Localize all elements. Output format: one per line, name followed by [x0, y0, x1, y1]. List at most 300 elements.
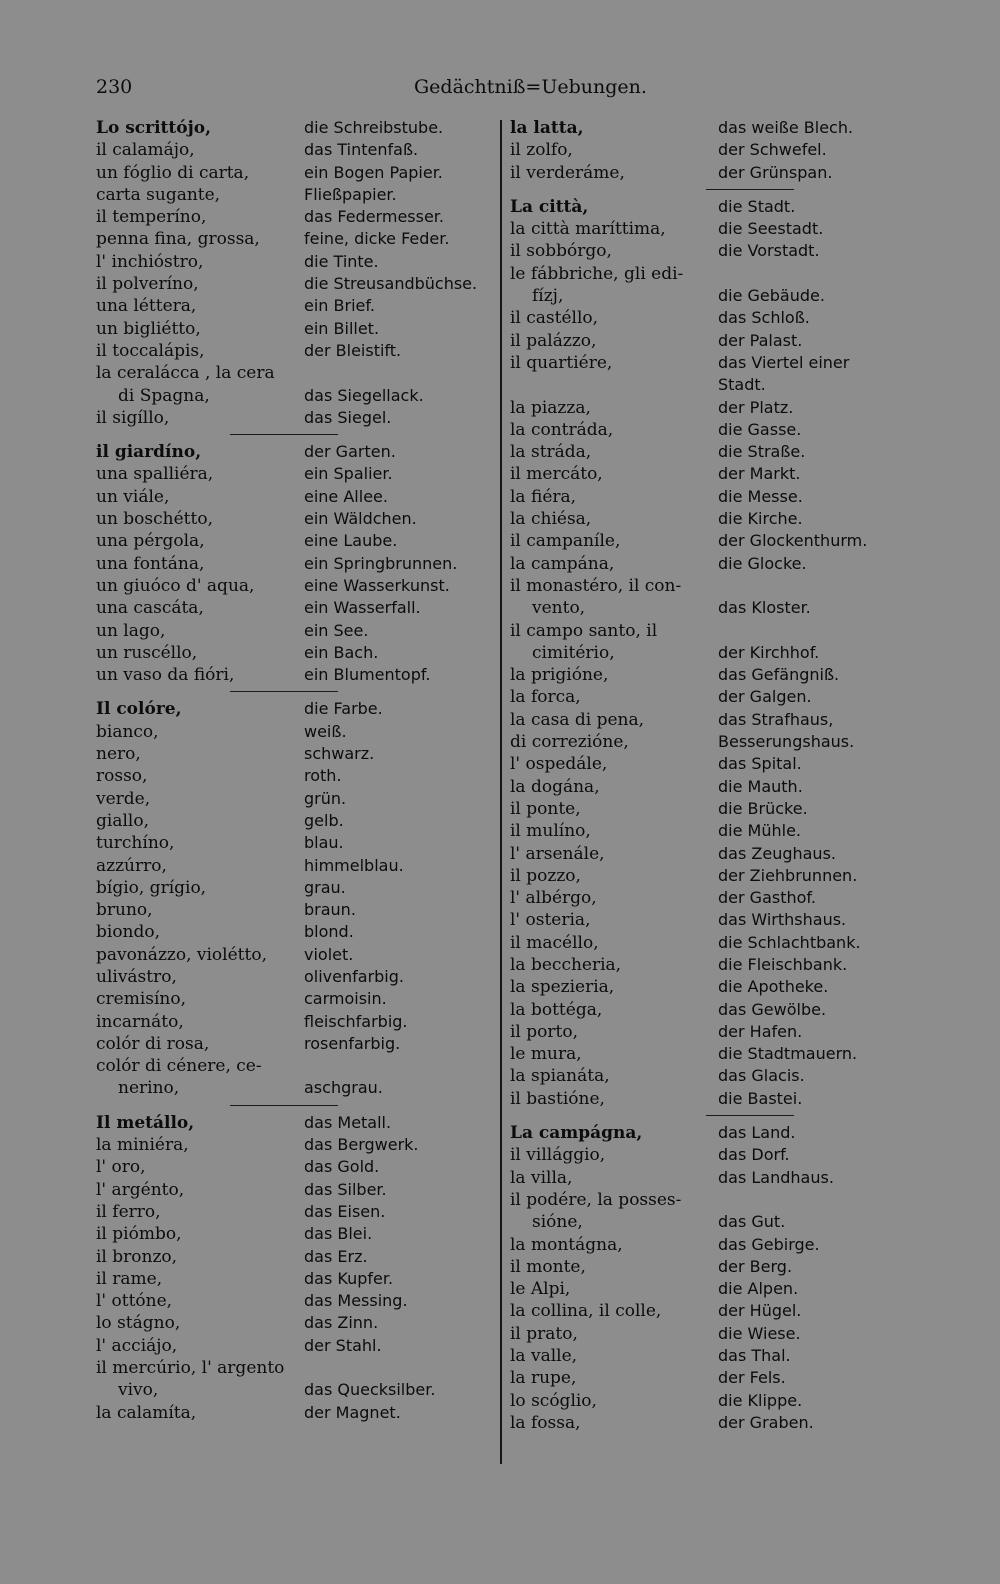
vocab-row: [96, 463, 496, 485]
german-translation: der Magnet.: [304, 1402, 401, 1422]
german-translation: die Bastei.: [718, 1088, 803, 1108]
italian-term: il sigíllo,: [96, 407, 170, 428]
italian-term: il temperíno,: [96, 207, 207, 228]
vocab-row: [510, 218, 900, 240]
vocab-row: [510, 419, 900, 441]
italian-term: rosso,: [96, 766, 148, 787]
vocab-row: [96, 184, 496, 206]
italian-term: colór di cénere, ce-: [96, 1056, 262, 1077]
vocab-row: [510, 664, 900, 686]
italian-term: La campágna,: [510, 1123, 643, 1144]
german-translation: das Metall.: [304, 1112, 392, 1132]
italian-term: verde,: [96, 788, 151, 809]
italian-term: il zolfo,: [510, 140, 573, 161]
german-translation: der Gasthof.: [718, 888, 816, 908]
german-translation: Besserungshaus.: [718, 732, 855, 752]
vocab-row: [510, 397, 900, 419]
vocab-row: [96, 1033, 496, 1055]
vocab-row: [510, 686, 900, 708]
german-translation: der Garten.: [304, 442, 396, 462]
vocab-row: [96, 765, 496, 787]
italian-term: il giardíno,: [96, 442, 202, 463]
italian-term: il campo santo, il: [510, 620, 658, 641]
german-translation: gelb.: [304, 810, 344, 830]
german-translation: grün.: [304, 788, 347, 808]
german-translation: rosenfarbig.: [304, 1033, 401, 1053]
italian-term: la campána,: [510, 553, 615, 574]
italian-term: il rame,: [96, 1268, 163, 1289]
italian-term: incarnáto,: [96, 1011, 184, 1032]
italian-term: un ruscéllo,: [96, 642, 198, 663]
section-rule: [510, 1110, 900, 1122]
german-translation: der Palast.: [718, 330, 803, 350]
vocab-row: [510, 1323, 900, 1345]
german-translation: die Fleischbank.: [718, 954, 848, 974]
german-translation: der Fels.: [718, 1368, 786, 1388]
vocab-row: [96, 1246, 496, 1268]
vocab-row: [96, 921, 496, 943]
vocab-row: [510, 1256, 900, 1278]
german-translation: blond.: [304, 922, 354, 942]
german-translation: der Stahl.: [304, 1335, 382, 1355]
section-rule: [510, 184, 900, 196]
vocab-row: [96, 162, 496, 184]
german-translation: die Farbe.: [304, 699, 383, 719]
vocab-row: [510, 776, 900, 798]
german-translation: ein Billet.: [304, 318, 380, 338]
italian-term: di correzióne,: [510, 732, 629, 753]
italian-term: le fábbriche, gli edi-: [510, 263, 684, 284]
italian-term: il bastióne,: [510, 1088, 605, 1109]
vocab-row: [510, 240, 900, 262]
german-translation: das Landhaus.: [718, 1167, 834, 1187]
german-translation: eine Wasserkunst.: [304, 575, 450, 595]
italian-term: il villággio,: [510, 1145, 606, 1166]
italian-term: lo stágno,: [96, 1313, 181, 1334]
italian-term: l' ospedále,: [510, 754, 608, 775]
vocab-row: [510, 1234, 900, 1256]
vocab-row: [510, 731, 900, 753]
italian-term: il mercáto,: [510, 464, 603, 485]
german-translation: das Dorf.: [718, 1145, 790, 1165]
italian-term: l' argénto,: [96, 1179, 185, 1200]
italian-term: un vaso da fióri,: [96, 665, 235, 686]
german-translation: olivenfarbig.: [304, 966, 404, 986]
german-translation: das Schloß.: [718, 308, 810, 328]
italian-term: il bronzo,: [96, 1246, 178, 1267]
vocab-row: [96, 1112, 496, 1134]
vocab-row: [96, 1223, 496, 1245]
german-translation: ein Wäldchen.: [304, 509, 417, 529]
german-translation: das Viertel einer: [718, 352, 850, 372]
italian-term: la contráda,: [510, 419, 614, 440]
german-translation: ein Bogen Papier.: [304, 162, 443, 182]
vocab-row: [510, 887, 900, 909]
german-translation: der Schwefel.: [718, 140, 827, 160]
vocab-row: [510, 1367, 900, 1389]
italian-term: il mulíno,: [510, 821, 591, 842]
italian-term: la calamíta,: [96, 1402, 197, 1423]
italian-term: l' albérgo,: [510, 888, 597, 909]
italian-term: una cascáta,: [96, 598, 204, 619]
italian-term: il macéllo,: [510, 932, 599, 953]
italian-term: il quartiére,: [510, 352, 613, 373]
vocab-row: [96, 1077, 496, 1099]
vocab-row: [96, 1402, 496, 1424]
vocab-row: [96, 832, 496, 854]
vocab-row: [96, 1268, 496, 1290]
vocab-row: [96, 362, 496, 384]
vocab-row: [510, 597, 900, 619]
italian-term: la dogána,: [510, 776, 600, 797]
german-translation: ein See.: [304, 620, 369, 640]
vocab-row: [96, 855, 496, 877]
vocab-row: [510, 1088, 900, 1110]
vocab-row: [96, 721, 496, 743]
german-translation: aschgrau.: [304, 1078, 383, 1098]
italian-term: la collina, il colle,: [510, 1301, 662, 1322]
vocab-row: [510, 620, 900, 642]
italian-term: la villa,: [510, 1167, 573, 1188]
vocab-row: [96, 642, 496, 664]
vocab-row: [510, 932, 900, 954]
german-translation: der Galgen.: [718, 687, 812, 707]
german-translation: weiß.: [304, 721, 347, 741]
italian-term: il podére, la posses-: [510, 1189, 682, 1210]
vocab-row: [96, 228, 496, 250]
italian-term: la latta,: [510, 118, 584, 138]
italian-term: vento,: [532, 598, 586, 619]
vocab-row: [96, 620, 496, 642]
italian-term: turchíno,: [96, 833, 175, 854]
italian-term: il palázzo,: [510, 330, 597, 351]
italian-term: la forca,: [510, 687, 581, 708]
vocab-row: [510, 263, 900, 285]
german-translation: das Zeughaus.: [718, 843, 836, 863]
italian-term: una pérgola,: [96, 531, 205, 552]
german-translation: die Vorstadt.: [718, 241, 820, 261]
italian-term: la stráda,: [510, 442, 592, 463]
german-translation: fleischfarbig.: [304, 1011, 408, 1031]
german-translation: der Hafen.: [718, 1021, 803, 1041]
italian-term: bígio, grígio,: [96, 877, 207, 898]
german-translation: das Gewölbe.: [718, 999, 827, 1019]
vocab-row: [96, 139, 496, 161]
italian-term: la fiéra,: [510, 486, 577, 507]
italian-term: La città,: [510, 196, 589, 217]
section-rule: [96, 429, 496, 441]
italian-term: la chiésa,: [510, 509, 592, 530]
italian-term: un viále,: [96, 486, 170, 507]
vocab-row: [510, 285, 900, 307]
vocab-row: [510, 575, 900, 597]
german-translation: roth.: [304, 766, 342, 786]
vocab-row: [510, 843, 900, 865]
german-translation: eine Laube.: [304, 531, 398, 551]
vocab-row: [510, 999, 900, 1021]
vocab-row: [96, 664, 496, 686]
vocab-row: [96, 273, 496, 295]
column-divider: [500, 120, 502, 1464]
italian-term: una spalliéra,: [96, 464, 214, 485]
german-translation: das Quecksilber.: [304, 1380, 436, 1400]
italian-term: carta sugante,: [96, 184, 221, 205]
vocab-row: [510, 1189, 900, 1211]
vocab-row: [96, 318, 496, 340]
vocab-row: [510, 820, 900, 842]
vocab-row: [96, 899, 496, 921]
italian-term: un lago,: [96, 620, 166, 641]
italian-term: sióne,: [532, 1212, 583, 1233]
german-translation: die Seestadt.: [718, 219, 824, 239]
german-translation: himmelblau.: [304, 855, 404, 875]
german-translation: das Blei.: [304, 1224, 373, 1244]
italian-term: Il colóre,: [96, 699, 182, 720]
german-translation: das Siegellack.: [304, 385, 424, 405]
german-translation: das Gold.: [304, 1157, 380, 1177]
italian-term: il piómbo,: [96, 1224, 182, 1245]
german-translation: der Graben.: [718, 1412, 814, 1432]
italian-term: nerino,: [118, 1078, 180, 1099]
italian-term: lo scóglio,: [510, 1390, 597, 1411]
italian-term: l' arsenále,: [510, 843, 605, 864]
italian-term: vivo,: [118, 1380, 159, 1401]
italian-term: colór di rosa,: [96, 1033, 210, 1054]
vocab-row: [96, 1357, 496, 1379]
german-translation: [304, 362, 496, 384]
vocab-row: [510, 139, 900, 161]
vocab-row: [96, 1335, 496, 1357]
vocab-row: [510, 1211, 900, 1233]
italian-term: una fontána,: [96, 553, 205, 574]
vocab-row: [96, 988, 496, 1010]
italian-term: cimitério,: [532, 642, 615, 663]
italian-term: la miniéra,: [96, 1135, 189, 1156]
german-translation: ein Springbrunnen.: [304, 553, 458, 573]
german-translation: ein Brief.: [304, 296, 375, 316]
italian-term: il porto,: [510, 1021, 578, 1042]
german-translation: die Streusandbüchse.: [304, 274, 478, 294]
vocab-row: [96, 530, 496, 552]
german-translation: der Grünspan.: [718, 162, 833, 182]
italian-term: l' ottóne,: [96, 1291, 173, 1312]
italian-term: la piazza,: [510, 397, 591, 418]
vocab-row: [510, 1167, 900, 1189]
vocab-row: [96, 575, 496, 597]
vocab-row: [96, 1011, 496, 1033]
german-translation: die Mühle.: [718, 821, 801, 841]
german-translation: die Tinte.: [304, 251, 379, 271]
vocab-row: [96, 698, 496, 720]
vocab-row: [96, 1290, 496, 1312]
vocab-row: [96, 743, 496, 765]
italian-term: il monastéro, il con-: [510, 575, 682, 596]
german-translation: das Gut.: [718, 1212, 786, 1232]
vocab-row: [96, 1312, 496, 1334]
german-translation: das Gebirge.: [718, 1234, 820, 1254]
german-translation: die Apotheke.: [718, 977, 829, 997]
italian-term: biondo,: [96, 922, 161, 943]
italian-term: l' oro,: [96, 1157, 146, 1178]
running-title: Gedächtniß=Uebungen.: [414, 76, 647, 98]
german-translation: das Bergwerk.: [304, 1135, 419, 1155]
vocab-row: [510, 1345, 900, 1367]
german-translation: die Gasse.: [718, 419, 802, 439]
italian-term: le mura,: [510, 1044, 582, 1065]
italian-term: la città maríttima,: [510, 219, 666, 240]
vocab-row: [96, 1156, 496, 1178]
vocab-row: [96, 251, 496, 273]
italian-term: la montágna,: [510, 1234, 623, 1255]
german-translation: das Erz.: [304, 1246, 368, 1266]
italian-term: la spezieria,: [510, 977, 615, 998]
italian-term: un giuóco d' aqua,: [96, 575, 255, 596]
vocab-row: [96, 117, 496, 139]
german-translation: das Federmesser.: [304, 207, 444, 227]
vocab-row: [510, 1300, 900, 1322]
vocab-row: [510, 1021, 900, 1043]
page-header: [96, 76, 900, 102]
german-translation: das Silber.: [304, 1179, 387, 1199]
italian-term: la prigióne,: [510, 665, 609, 686]
vocab-row: [96, 1055, 496, 1077]
italian-term: fízj,: [532, 286, 564, 307]
vocab-row: [510, 1144, 900, 1166]
vocab-row: [510, 1390, 900, 1412]
italian-term: il verderáme,: [510, 162, 625, 183]
vocab-row: [510, 798, 900, 820]
italian-term: la beccheria,: [510, 954, 622, 975]
italian-term: il castéllo,: [510, 308, 599, 329]
german-translation: der Kirchhof.: [718, 642, 820, 662]
vocab-row: [96, 385, 496, 407]
italian-term: ulivástro,: [96, 966, 177, 987]
left-column: [96, 117, 496, 1464]
german-translation: schwarz.: [304, 744, 375, 764]
german-translation: das weiße Blech.: [718, 118, 854, 137]
german-translation: ein Bach.: [304, 642, 379, 662]
italian-term: la fossa,: [510, 1412, 581, 1433]
german-translation: das Glacis.: [718, 1066, 805, 1086]
vocab-row: [96, 340, 496, 362]
italian-term: la valle,: [510, 1346, 578, 1367]
italian-term: il mercúrio, l' argento: [96, 1358, 285, 1379]
italian-term: il monte,: [510, 1256, 586, 1277]
german-translation: der Markt.: [718, 464, 801, 484]
vocab-row: [510, 1043, 900, 1065]
vocab-row: [96, 788, 496, 810]
german-translation: die Alpen.: [718, 1279, 799, 1299]
vocab-row: [510, 1122, 900, 1144]
italian-term: penna fina, grossa,: [96, 229, 260, 250]
italian-term: l' acciájo,: [96, 1335, 178, 1356]
german-translation: ein Wasserfall.: [304, 598, 421, 618]
german-translation: das Messing.: [304, 1291, 408, 1311]
italian-term: le Alpi,: [510, 1279, 571, 1300]
section-rule: [96, 1100, 496, 1112]
german-translation: [304, 1055, 496, 1077]
german-translation: feine, dicke Feder.: [304, 229, 450, 249]
german-translation: die Stadtmauern.: [718, 1044, 858, 1064]
german-translation: das Land.: [718, 1123, 796, 1143]
vocab-row: [510, 508, 900, 530]
vocab-row: [96, 441, 496, 463]
italian-term: la ceralácca , la cera: [96, 363, 275, 384]
german-translation: das Gefängniß.: [718, 665, 840, 685]
german-translation: der Ziehbrunnen.: [718, 865, 858, 885]
german-translation: der Glockenthurm.: [718, 531, 868, 551]
vocab-row: [510, 330, 900, 352]
italian-term: il sobbórgo,: [510, 241, 612, 262]
italian-term: la spianáta,: [510, 1066, 610, 1087]
vocab-row: [510, 954, 900, 976]
vocab-row: [96, 295, 496, 317]
german-translation: blau.: [304, 833, 344, 853]
german-translation: die Schreibstube.: [304, 118, 444, 137]
german-translation: das Zinn.: [304, 1313, 379, 1333]
italian-term: azzúrro,: [96, 855, 167, 876]
german-translation: die Gebäude.: [718, 286, 825, 306]
german-translation: eine Allee.: [304, 486, 388, 506]
german-translation: braun.: [304, 900, 356, 920]
german-translation: das Wirthshaus.: [718, 910, 847, 930]
german-translation: grau.: [304, 877, 346, 897]
page-number: 230: [96, 76, 133, 98]
german-translation: das Eisen.: [304, 1201, 386, 1221]
italian-term: bianco,: [96, 721, 159, 742]
italian-term: il calamájo,: [96, 140, 195, 161]
italian-term: di Spagna,: [118, 385, 210, 406]
vocab-row: [510, 486, 900, 508]
german-translation: das Spital.: [718, 754, 802, 774]
vocab-row: [96, 508, 496, 530]
vocab-row: [96, 597, 496, 619]
italian-term: un fóglio di carta,: [96, 162, 250, 183]
german-translation: die Klippe.: [718, 1390, 803, 1410]
german-translation: [718, 263, 900, 285]
vocab-row: [510, 162, 900, 184]
vocab-row: [510, 642, 900, 664]
vocab-row: [510, 530, 900, 552]
german-translation: ein Spalier.: [304, 464, 393, 484]
italian-term: il ferro,: [96, 1201, 161, 1222]
italian-term: l' osteria,: [510, 910, 591, 931]
italian-term: giallo,: [96, 810, 149, 831]
vocab-row: [510, 1412, 900, 1434]
right-column: [510, 117, 900, 1464]
vocab-row: [96, 1379, 496, 1401]
vocab-row: [96, 1179, 496, 1201]
italian-term: pavonázzo, violétto,: [96, 944, 267, 965]
section-rule: [96, 686, 496, 698]
vocab-row: [510, 374, 900, 396]
italian-term: il ponte,: [510, 798, 581, 819]
italian-term: Il metállo,: [96, 1112, 195, 1133]
italian-term: la rupe,: [510, 1368, 577, 1389]
italian-term: il polveríno,: [96, 274, 199, 295]
italian-term: un boschétto,: [96, 509, 213, 530]
german-translation: die Brücke.: [718, 798, 808, 818]
german-translation: das Thal.: [718, 1346, 791, 1366]
german-translation: die Kirche.: [718, 509, 803, 529]
vocab-row: [510, 753, 900, 775]
italian-term: [510, 374, 718, 396]
italian-term: nero,: [96, 744, 141, 765]
italian-term: l' inchióstro,: [96, 251, 204, 272]
italian-term: un bigliétto,: [96, 318, 201, 339]
german-translation: die Schlachtbank.: [718, 932, 861, 952]
italian-term: il prato,: [510, 1323, 578, 1344]
